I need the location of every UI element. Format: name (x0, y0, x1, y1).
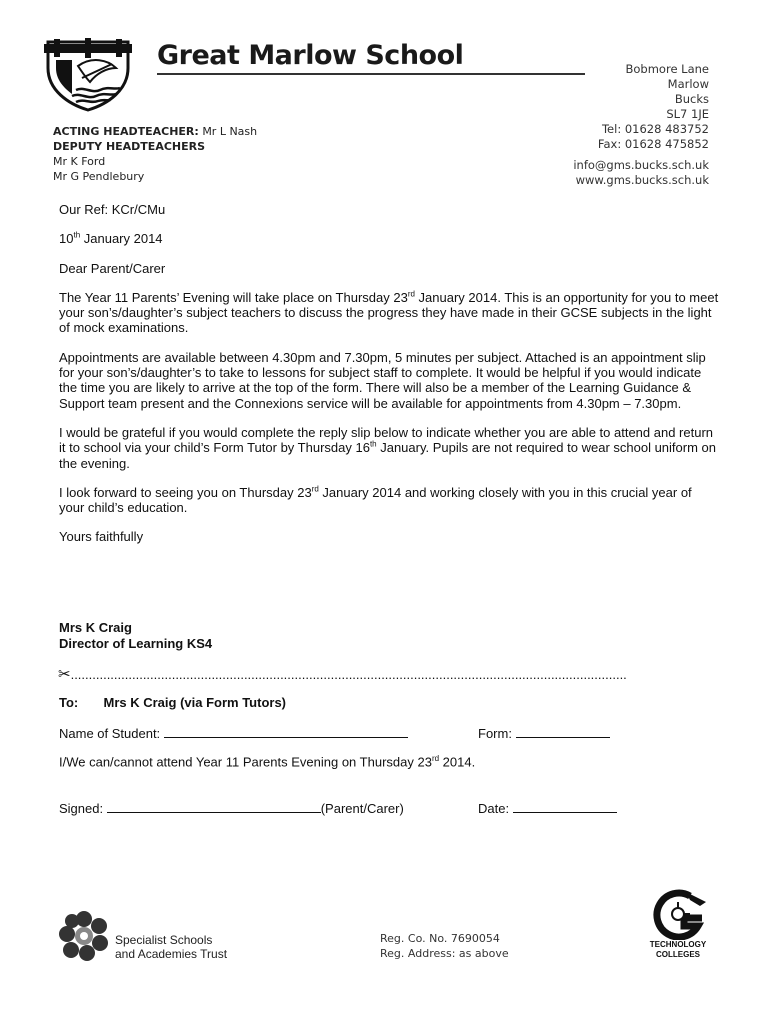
telephone: Tel: 01628 483752 (601, 122, 709, 136)
date-field[interactable] (513, 800, 617, 813)
school-address (573, 62, 709, 188)
student-name-field[interactable] (164, 725, 408, 738)
date-label: Date: (478, 801, 510, 816)
signature-field[interactable] (107, 800, 321, 813)
form-label: Form: (478, 726, 512, 741)
address-line: SL7 1JE (666, 107, 709, 121)
paragraph-4: I look forward to seeing you on Thursday 23rd January 2014 and working closely with you in this crucial year of your child’s education. (59, 484, 692, 516)
cut-here-line: ✂.......................................................................................................................................................... (58, 666, 627, 683)
staff-list (53, 124, 257, 184)
signatory-name: Mrs K Craig (59, 620, 132, 635)
title-underline (157, 73, 585, 75)
form-row (478, 725, 610, 741)
student-name-row (59, 725, 408, 741)
salutation: Dear Parent/Carer (59, 260, 166, 276)
reg-number: Reg. Co. No. 7690054 (380, 932, 500, 945)
date-row (478, 800, 617, 816)
paragraph-1: The Year 11 Parents’ Evening will take place on Thursday 23rd January 2014. This is an opportunity for you to meet your son’s/daughter’s subject teachers to discuss the progress they have made in their GCSE subjects in the light of mock examinations. (59, 289, 719, 336)
slip-recipient (59, 695, 286, 710)
technology-colleges-logo (640, 888, 716, 940)
fax: Fax: 01628 475852 (597, 137, 709, 151)
letter-body (59, 202, 719, 559)
signed-row (59, 800, 404, 816)
parent-carer-label: (Parent/Carer) (320, 801, 404, 816)
school-crest-logo (42, 38, 134, 112)
to-label: To: (59, 695, 79, 710)
signatory-title: Director of Learning KS4 (59, 636, 213, 651)
website-link[interactable]: www.gms.bucks.sch.uk (575, 173, 709, 187)
deputy-label: DEPUTY HEADTEACHERS (53, 140, 206, 153)
signed-label: Signed: (59, 801, 104, 816)
signature-block (59, 620, 212, 652)
address-line: Bobmore Lane (625, 62, 709, 76)
acting-head-name: Mr L Nash (202, 125, 258, 138)
to-value: Mrs K Craig (via Form Tutors) (103, 695, 287, 710)
paragraph-2: Appointments are available between 4.30pm and 7.30pm, 5 minutes per subject. Attached is an appointment slip for your son’s/daughter’s to take to lessons for subject staff to complete. It would be helpful if you would indicate the time you are likely to arrive at the top of the form. There will also be a member of the Learning Guidance & Support team present and the Connexions service will be available for appointments from 4.30pm – 7.30pm. (59, 349, 706, 411)
scissors-icon: ✂ (58, 666, 71, 683)
paragraph-3: I would be grateful if you would complete the reply slip below to indicate whether you are able to attend and return it to school via your child’s Form Tutor by Thursday 16th January. Pupils are not required to wear school uniform on the evening. (59, 424, 716, 471)
ssat-flower-logo (58, 910, 110, 962)
attendance-statement: I/We can/cannot attend Year 11 Parents Evening on Thursday 23rd 2014. (59, 754, 476, 770)
closing: Yours faithfully (59, 529, 144, 545)
reference: Our Ref: KCr/CMu (59, 202, 166, 217)
deputy-name: Mr K Ford (53, 155, 106, 168)
school-name: Great Marlow School (157, 40, 464, 71)
letter-date: 10th January 2014 (59, 230, 163, 247)
address-line: Bucks (674, 92, 709, 106)
address-line: Marlow (667, 77, 709, 91)
reg-address: Reg. Address: as above (380, 947, 509, 960)
form-field[interactable] (516, 725, 610, 738)
registration-info (380, 931, 509, 961)
student-name-label: Name of Student: (59, 726, 161, 741)
deputy-name: Mr G Pendlebury (53, 170, 145, 183)
email-link[interactable]: info@gms.bucks.sch.uk (573, 158, 709, 172)
acting-head-label: ACTING HEADTEACHER: (53, 125, 199, 138)
ssat-name: Specialist Schools and Academies Trust (115, 933, 228, 961)
technology-colleges-label: TECHNOLOGY COLLEGES (649, 940, 707, 959)
